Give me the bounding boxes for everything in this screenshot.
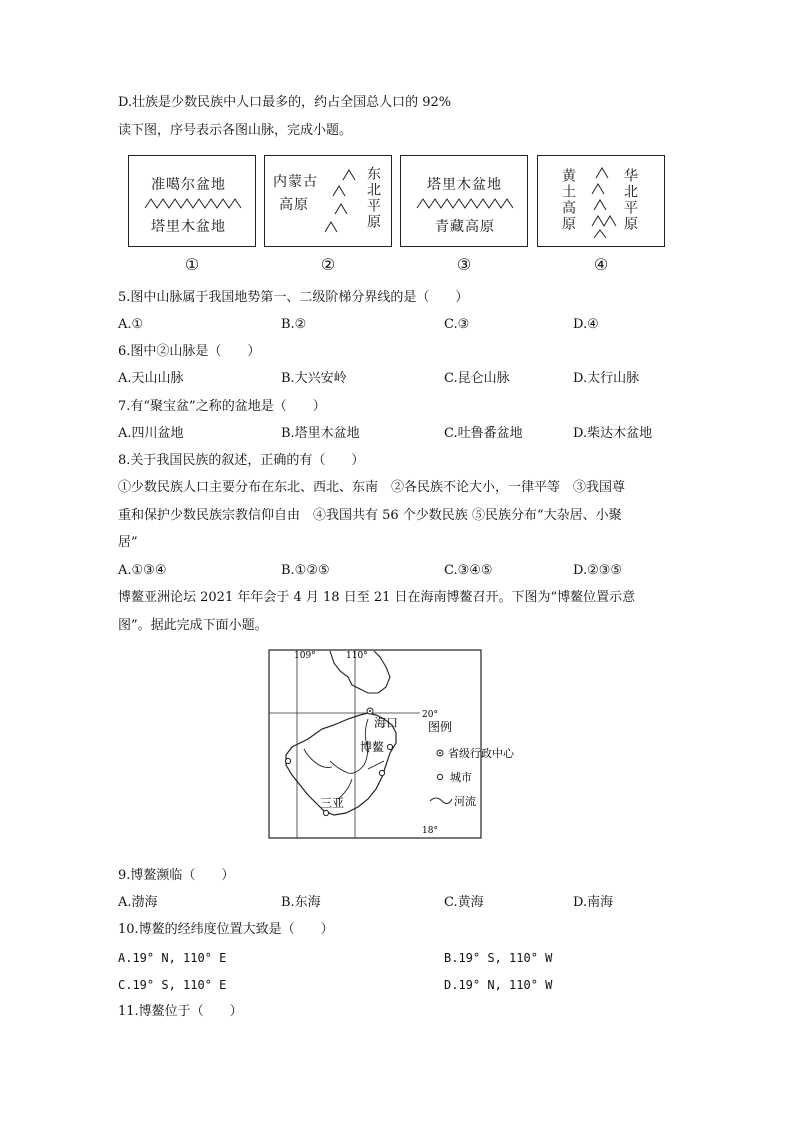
lon-label-109: 109°: [294, 651, 316, 661]
q8-statements-line-2: 重和保护少数民族宗教信仰自由 ④我国共有 56 个少数民族 ⑤民族分布“大杂居、小聚: [118, 508, 622, 523]
box4-left-label: 黄土高原: [560, 168, 576, 232]
box2-left-label-1: 内蒙古: [273, 174, 318, 190]
q9-option-b: B.东海: [281, 895, 321, 910]
q8-option-c: C.③④⑤: [444, 563, 493, 578]
mountain-symbol: [325, 166, 365, 236]
q8-statements-line-3: 居”: [118, 535, 138, 550]
q7-option-c: C.吐鲁番盆地: [444, 426, 523, 441]
figure-number-3: ③: [456, 255, 472, 274]
q10-option-a: A.19° N, 110° E: [118, 951, 227, 965]
boao-intro-line-1: 博鳌亚洲论坛 2021 年年会于 4 月 18 日至 21 日在海南博鳌召开。下图为“博鳌位置示意: [118, 590, 636, 605]
question-9: 9.博鳌濒临（ ）: [118, 868, 235, 883]
mountain-box-3: [400, 155, 528, 247]
q6-option-c: C.昆仑山脉: [444, 371, 510, 386]
q6-option-d: D.太行山脉: [573, 371, 640, 386]
figure-number-1: ①: [184, 255, 200, 274]
box1-bottom-label: 塔里木盆地: [151, 219, 226, 235]
sanya-label: 三亚: [320, 796, 345, 810]
mountain-symbol: [415, 196, 515, 210]
city-marker: [379, 770, 384, 775]
boao-label: 博鳌: [360, 740, 385, 754]
q8-statements-line-1: ①少数民族人口主要分布在东北、西北、东南 ②各民族不论大小，一律平等 ③我国尊: [118, 480, 626, 495]
question-8: 8.关于我国民族的叙述，正确的有（ ）: [118, 453, 365, 468]
box4-right-label: 华北平原: [622, 168, 638, 232]
mountain-box-1: [128, 155, 256, 247]
legend-river-label: 河流: [454, 795, 476, 808]
box3-bottom-label: 青藏高原: [435, 219, 495, 235]
lat-label-18: 18°: [422, 826, 438, 836]
q5-option-c: C.③: [444, 317, 470, 332]
figure-number-2: ②: [320, 255, 336, 274]
question-5: 5.图中山脉属于我国地势第一、二级阶梯分界线的是（ ）: [118, 290, 469, 305]
lat-label-20: 20°: [422, 710, 438, 720]
q8-option-b: B.①②⑤: [281, 563, 330, 578]
legend-title: 图例: [428, 720, 453, 734]
box1-top-label: 准噶尔盆地: [151, 177, 226, 193]
boao-location-map: [268, 649, 514, 841]
q5-option-d: D.④: [573, 317, 599, 332]
q4-option-d: D.壮族是少数民族中人口最多的，约占全国总人口的 92%: [118, 95, 452, 110]
q8-option-a: A.①③④: [118, 563, 167, 578]
box2-left-label-2: 高原: [279, 197, 309, 213]
lon-label-110: 110°: [346, 651, 368, 661]
q7-option-b: B.塔里木盆地: [281, 426, 360, 441]
haikou-label: 海口: [374, 716, 399, 730]
haikou-capital-dot: [369, 710, 371, 712]
q7-option-a: A.四川盆地: [118, 426, 184, 441]
mountain-box-2: [264, 155, 392, 247]
q10-option-d: D.19° N, 110° W: [444, 978, 553, 992]
q9-option-a: A.渤海: [118, 895, 158, 910]
q9-option-c: C.黄海: [444, 895, 484, 910]
q7-option-d: D.柴达木盆地: [573, 426, 653, 441]
q5-option-a: A.①: [118, 317, 144, 332]
boao-city-marker: [387, 744, 392, 749]
q6-option-a: A.天山山脉: [118, 371, 184, 386]
q5-option-b: B.②: [281, 317, 307, 332]
question-11: 11.博鳌位于（ ）: [118, 1004, 243, 1019]
question-7: 7.有“聚宝盆”之称的盆地是（ ）: [118, 399, 326, 414]
figure-number-4: ④: [593, 255, 609, 274]
legend-capital-label: 省级行政中心: [448, 747, 514, 760]
mountain-box-4: [537, 155, 665, 247]
q6-option-b: B.大兴安岭: [281, 371, 347, 386]
q10-option-c: C.19° S, 110° E: [118, 978, 227, 992]
box3-top-label: 塔里木盆地: [427, 177, 502, 193]
boao-intro-line-2: 图”。据此完成下面小题。: [118, 618, 268, 633]
city-marker: [285, 758, 290, 763]
q8-option-d: D.②③⑤: [573, 563, 623, 578]
q9-option-d: D.南海: [573, 895, 614, 910]
question-10: 10.博鳌的经纬度位置大致是（ ）: [118, 922, 334, 937]
mountain-intro: 读下图，序号表示各图山脉，完成小题。: [118, 123, 353, 138]
legend-city-icon: [437, 774, 442, 779]
legend-city-label: 城市: [450, 771, 472, 784]
question-6: 6.图中②山脉是（ ）: [118, 344, 261, 359]
box2-right-label: 东北平原: [365, 166, 381, 230]
q10-option-b: B.19° S, 110° W: [444, 951, 553, 965]
mountain-symbol: [590, 164, 620, 240]
legend-capital-dot: [439, 752, 441, 754]
mountain-symbol: [143, 196, 243, 210]
sanya-city-marker: [323, 810, 328, 815]
